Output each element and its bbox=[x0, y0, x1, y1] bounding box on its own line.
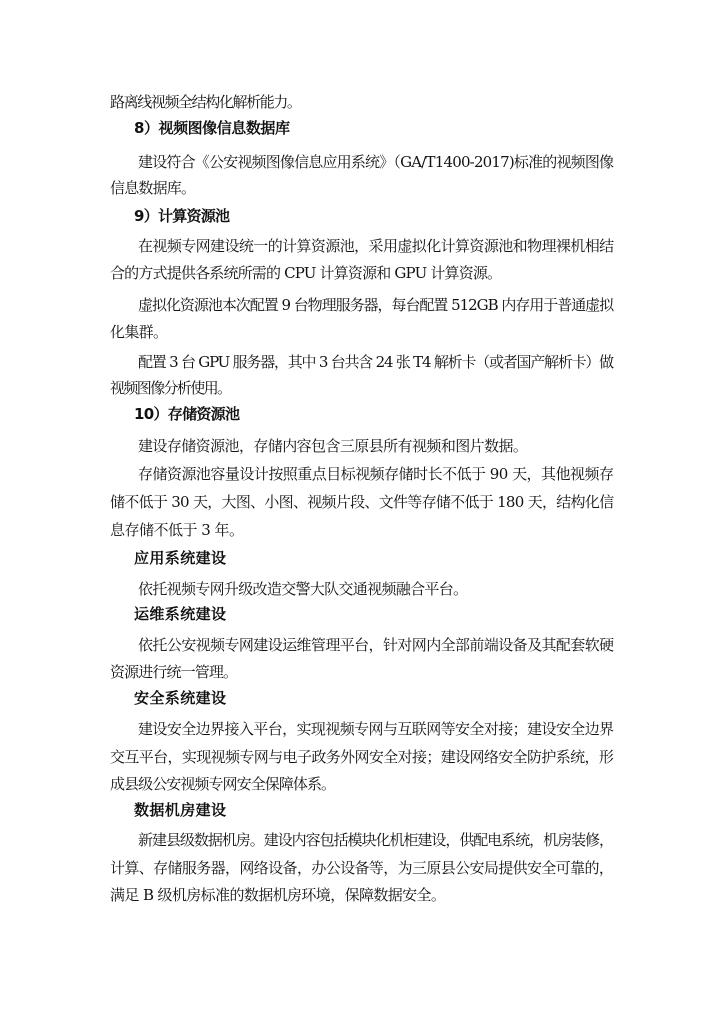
paragraph-line: 满足 B 级机房标准的数据机房环境，保障数据安全。 bbox=[110, 886, 446, 904]
section-heading: 运维系统建设 bbox=[134, 605, 227, 623]
section-heading: 数据机房建设 bbox=[134, 801, 227, 819]
paragraph-line: 视频图像分析使用。 bbox=[110, 379, 231, 397]
paragraph-line: 资源进行统一管理。 bbox=[110, 663, 238, 681]
paragraph-line: 交互平台，实现视频专网与电子政务外网安全对接；建设网络安全防护系统，形 bbox=[110, 748, 614, 766]
paragraph-line: 息存储不低于 3 年。 bbox=[110, 521, 244, 539]
paragraph-line: 在视频专网建设统一的计算资源池，采用虚拟化计算资源池和物理裸机相结 bbox=[138, 237, 614, 255]
paragraph-line: 建设存储资源池，存储内容包含三原县所有视频和图片数据。 bbox=[138, 437, 528, 455]
section-heading: 应用系统建设 bbox=[134, 549, 227, 567]
paragraph-line: 合的方式提供各系统所需的 CPU 计算资源和 GPU 计算资源。 bbox=[110, 264, 502, 282]
paragraph-line: 建设符合《公安视频图像信息应用系统》（GA/T1400-2017)标准的视频图像 bbox=[138, 153, 614, 171]
paragraph-line: 成县级公安视频专网安全保障体系。 bbox=[110, 775, 336, 793]
paragraph-line: 计算、存储服务器，网络设备，办公设备等，为三原县公安局提供安全可靠的， bbox=[110, 859, 614, 877]
paragraph-line: 化集群。 bbox=[110, 323, 168, 341]
section-heading: 8）视频图像信息数据库 bbox=[134, 119, 290, 137]
paragraph-line: 信息数据库。 bbox=[110, 179, 196, 197]
paragraph-line: 存储资源池容量设计按照重点目标视频存储时长不低于 90 天，其他视频存 bbox=[138, 465, 614, 483]
paragraph-line: 虚拟化资源池本次配置 9 台物理服务器，每台配置 512GB 内存用于普通虚拟 bbox=[138, 296, 614, 314]
paragraph-line: 建设安全边界接入平台，实现视频专网与互联网等安全对接；建设安全边界 bbox=[138, 720, 614, 738]
section-heading: 安全系统建设 bbox=[134, 689, 227, 707]
paragraph-line: 依托公安视频专网建设运维管理平台，针对网内全部前端设备及其配套软硬 bbox=[138, 636, 614, 654]
paragraph-line: 依托视频专网升级改造交警大队交通视频融合平台。 bbox=[138, 580, 468, 598]
paragraph-line: 路离线视频全结构化解析能力。 bbox=[110, 93, 301, 111]
section-heading: 9）计算资源池 bbox=[134, 207, 230, 225]
paragraph-line: 新建县级数据机房。建设内容包括模块化机柜建设，供配电系统，机房装修， bbox=[138, 831, 613, 849]
paragraph-line: 储不低于 30 天，大图、小图、视频片段、文件等存储不低于 180 天，结构化信 bbox=[110, 493, 614, 511]
section-heading: 10）存储资源池 bbox=[134, 405, 240, 423]
paragraph-line: 配置 3 台 GPU 服务器，其中 3 台共含 24 张 T4 解析卡（或者国产解析卡）做 bbox=[138, 353, 613, 371]
